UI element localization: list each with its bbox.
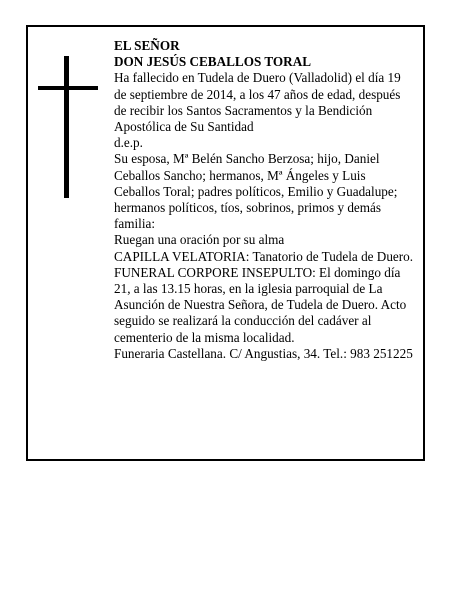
family-list: Su esposa, Mª Belén Sancho Berzosa; hijo, Daniel Ceballos Sancho; hermanos, Mª Ángeles y Luis Ceballos Toral; padres políticos, Emilio y Guadalupe; hermanos políticos, tíos, sobrinos, primos y demás familia:	[114, 151, 398, 232]
death-announcement: Ha fallecido en Tudela de Duero (Valladolid) el día 19 de septiembre de 2014, a los 47 años de edad, después de recibir los Santos Sacramentos y la Bendición Apostólica de Su Santidad	[114, 70, 401, 135]
deceased-name: DON JESÚS CEBALLOS TORAL	[114, 54, 312, 70]
cross-vertical-bar	[64, 56, 69, 198]
chapel-info: CAPILLA VELATORIA: Tanatorio de Tudela de Duero.	[114, 248, 414, 264]
obituary-text	[114, 38, 414, 362]
prayer-request: Ruegan una oración por su alma	[114, 232, 285, 248]
funeral-info: FUNERAL CORPORE INSEPULTO: El domingo día 21, a las 13.15 horas, en la iglesia parroquial de La Asunción de Nuestra Señora, de Tudela de Duero. Acto seguido se realizará la conducción del cadáver al cementerio de la misma localidad.	[114, 264, 407, 345]
rip-abbreviation: d.e.p.	[114, 135, 143, 151]
title-line-1: EL SEÑOR	[114, 38, 180, 53]
funeral-home-contact: Funeraria Castellana. C/ Angustias, 34. Tel.: 983 251225	[114, 345, 413, 361]
cross-horizontal-bar	[38, 86, 98, 90]
latin-cross-icon	[38, 56, 98, 198]
